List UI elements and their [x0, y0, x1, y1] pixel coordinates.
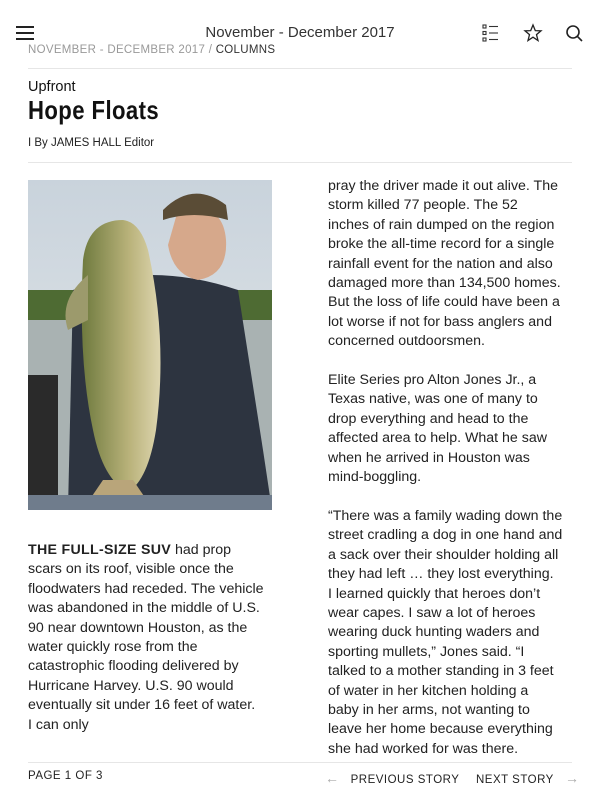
line-text: water quickly rose from the	[28, 639, 198, 656]
text-line	[328, 429, 578, 448]
line-text: floodwaters had receded. The vehicle	[28, 580, 264, 597]
bookmark-star-icon[interactable]	[522, 22, 544, 44]
text-line	[328, 526, 578, 545]
text-line	[328, 371, 578, 390]
text-line	[328, 390, 578, 409]
article-left-column	[28, 541, 278, 754]
line-text: I can only	[28, 716, 89, 733]
line-text: baby in her arms, not wanting to	[328, 701, 530, 718]
previous-story-label: PREVIOUS STORY	[350, 774, 460, 786]
line-text: 90 near downtown Houston, as the	[28, 619, 248, 636]
text-line	[328, 720, 578, 739]
breadcrumb-section[interactable]: COLUMNS	[215, 44, 276, 56]
line-text: wearing duck hunting waders and	[328, 624, 540, 641]
text-line	[328, 196, 578, 215]
line-text: storm killed 77 people. The 52	[328, 197, 518, 214]
article-photo-angler-holding-bass[interactable]	[28, 180, 272, 510]
text-line	[328, 546, 578, 565]
line-text: affected area to help. What he saw	[328, 430, 547, 447]
text-line	[28, 716, 278, 735]
article-kicker: Upfront	[28, 79, 76, 95]
article-byline: I By JAMES HALL Editor	[28, 137, 155, 149]
line-text: I learned quickly that heroes don’t	[328, 585, 541, 602]
breadcrumb-separator: /	[205, 44, 216, 56]
next-story-button[interactable]	[476, 770, 579, 786]
article-headline: Hope Floats	[28, 95, 160, 125]
line-text: Hurricane Harvey. U.S. 90 would	[28, 677, 234, 694]
line-text: of water in her kitchen holding a	[328, 682, 529, 699]
paragraph	[28, 541, 278, 735]
text-line	[328, 216, 578, 235]
text-line	[328, 468, 578, 487]
line-text: they had left … they lost everything.	[328, 566, 554, 583]
text-line	[328, 449, 578, 468]
text-line	[328, 585, 578, 604]
text-line	[28, 619, 278, 638]
issue-title: November - December 2017	[205, 24, 395, 41]
divider	[28, 762, 572, 763]
next-story-label: NEXT STORY	[476, 774, 554, 786]
article-right-column	[328, 177, 578, 779]
arrow-left-icon: ←	[325, 770, 340, 786]
top-bar	[0, 0, 600, 50]
line-text: she had worked for was there.	[328, 740, 519, 757]
text-line	[328, 740, 578, 759]
text-line	[328, 682, 578, 701]
page-indicator: PAGE 1 OF 3	[28, 770, 103, 782]
text-line	[28, 677, 278, 696]
line-text: had prop	[171, 542, 231, 558]
line-text: sporting mullets,” Jones said. “I	[328, 643, 525, 660]
text-line	[328, 565, 578, 584]
breadcrumb	[28, 44, 275, 56]
text-line	[28, 560, 278, 579]
line-text: wear capes. I saw a lot of heroes	[328, 604, 536, 621]
line-text: leave her home because everything	[328, 721, 553, 738]
line-text: was abandoned in the middle of U.S.	[28, 600, 260, 617]
line-text: a sack over their shoulder holding all	[328, 546, 559, 563]
text-line	[28, 541, 278, 560]
text-line	[328, 235, 578, 254]
text-line	[328, 604, 578, 623]
text-line	[28, 580, 278, 599]
text-line	[328, 313, 578, 332]
divider	[28, 68, 572, 69]
text-line	[328, 293, 578, 312]
line-text: pray the driver made it out alive. The	[328, 178, 559, 194]
text-line	[328, 177, 578, 196]
line-text: broke the all-time record for a single	[328, 236, 555, 253]
lead-in: THE FULL-SIZE SUV	[28, 542, 172, 558]
line-text: drop everything and head to the	[328, 410, 529, 427]
text-line	[328, 255, 578, 274]
paragraph	[328, 371, 578, 487]
text-line	[28, 696, 278, 715]
paragraph	[328, 507, 578, 759]
text-line	[328, 623, 578, 642]
arrow-right-icon: →	[564, 770, 580, 786]
text-line	[328, 332, 578, 351]
line-text: But the loss of life could have been a	[328, 294, 560, 311]
line-text: street cradling a dog in one hand and	[328, 527, 563, 544]
line-text: Texas native, was one of many to	[328, 391, 538, 408]
text-line	[28, 657, 278, 676]
text-line	[328, 643, 578, 662]
line-text: catastrophic flooding delivered by	[28, 658, 239, 675]
line-text: inches of rain dumped on the region	[328, 216, 555, 233]
line-text: when he arrived in Houston was	[328, 449, 530, 466]
line-text: lot worse if not for bass anglers and	[328, 313, 552, 330]
text-line	[328, 274, 578, 293]
line-text: damaged more than 134,500 homes.	[328, 275, 561, 292]
line-text: eventually sit under 16 feet of water.	[28, 697, 256, 714]
text-line	[328, 410, 578, 429]
breadcrumb-issue[interactable]: NOVEMBER - DECEMBER 2017	[28, 44, 206, 56]
line-text: Elite Series pro Alton Jones Jr., a	[328, 372, 537, 389]
text-line	[28, 599, 278, 618]
line-text: rainfall event for the nation and also	[328, 255, 553, 272]
line-text: scars on its roof, visible once the	[28, 561, 234, 578]
text-line	[328, 701, 578, 720]
text-line	[328, 662, 578, 681]
search-icon[interactable]	[563, 22, 585, 44]
text-line	[328, 507, 578, 526]
divider	[28, 162, 572, 163]
line-text: “There was a family wading down the	[328, 507, 563, 524]
line-text: talked to a mother standing in 3 feet	[328, 663, 554, 680]
previous-story-button[interactable]	[325, 770, 459, 786]
paragraph	[328, 177, 578, 352]
table-of-contents-icon[interactable]	[480, 22, 502, 44]
text-line	[28, 638, 278, 657]
line-text: concerned outdoorsmen.	[328, 333, 485, 350]
line-text: mind-boggling.	[328, 469, 422, 486]
